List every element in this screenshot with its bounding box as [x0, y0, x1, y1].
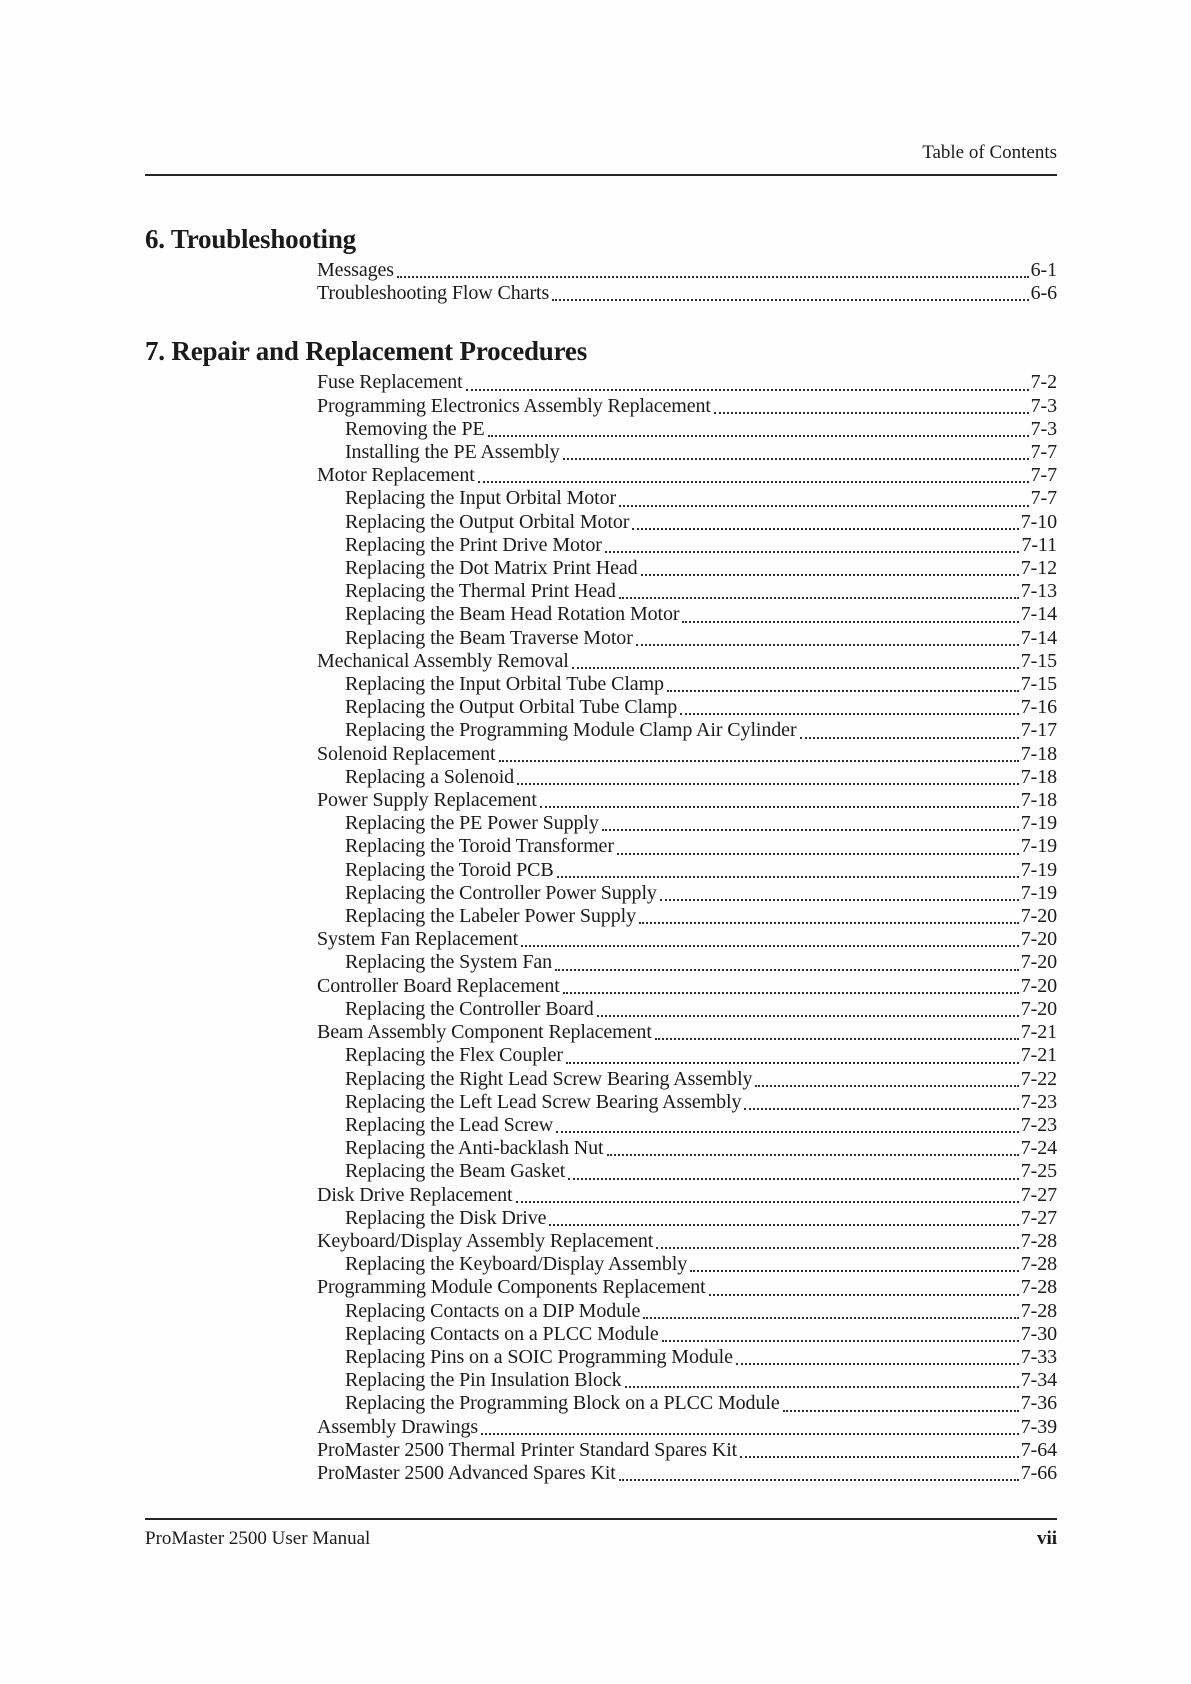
toc-entry-label: Keyboard/Display Assembly Replacement: [317, 1229, 654, 1252]
toc-entry-page: 7-14: [1020, 626, 1057, 649]
page-content: [145, 142, 1057, 1485]
toc-dot-leader: [682, 603, 1018, 622]
toc-dot-leader: [397, 259, 1029, 278]
toc-entry: [345, 1044, 1057, 1067]
toc-entry: [345, 1160, 1057, 1183]
toc-entry: [345, 1114, 1057, 1137]
toc-entry-label: Controller Board Replacement: [317, 974, 560, 997]
toc-dot-leader: [563, 975, 1019, 994]
toc-dot-leader: [617, 835, 1019, 854]
toc-entry-label: Replacing the Dot Matrix Print Head: [345, 557, 638, 580]
toc-entry: [317, 650, 1057, 673]
toc-dot-leader: [481, 1416, 1019, 1435]
toc-dot-leader: [667, 673, 1019, 692]
toc-entry: [345, 603, 1057, 626]
toc-entry-label: Replacing the Programming Module Clamp Air Cylinder: [345, 719, 797, 742]
toc-entry-label: Troubleshooting Flow Charts: [317, 282, 550, 305]
toc-entry-label: Replacing the Pin Insulation Block: [345, 1369, 622, 1392]
toc-entry: [345, 835, 1057, 858]
toc-entry-page: 7-16: [1020, 696, 1057, 719]
toc-entry: [345, 627, 1057, 650]
toc-dot-leader: [662, 1323, 1019, 1342]
toc-dot-leader: [680, 696, 1019, 715]
toc-entry-page: 7-34: [1020, 1369, 1057, 1392]
toc-entry-page: 7-27: [1020, 1206, 1057, 1229]
toc-entry: [345, 719, 1057, 742]
toc-entry: [345, 859, 1057, 882]
toc-entry-label: Replacing the Print Drive Motor: [345, 533, 602, 556]
toc-dot-leader: [556, 1114, 1019, 1133]
toc-entry-page: 7-28: [1020, 1299, 1057, 1322]
toc-entry-page: 7-30: [1020, 1322, 1057, 1345]
toc-entry-label: Power Supply Replacement: [317, 789, 537, 812]
section-entries: [145, 371, 1057, 1485]
toc-dot-leader: [656, 1230, 1019, 1249]
toc-entry-label: Replacing Contacts on a DIP Module: [345, 1299, 641, 1322]
toc-dot-leader: [632, 511, 1018, 530]
toc-entry-page: 7-18: [1020, 789, 1057, 812]
toc-entry: [345, 1392, 1057, 1415]
toc-entry-label: Replacing the Input Orbital Tube Clamp: [345, 673, 664, 696]
toc-dot-leader: [488, 418, 1029, 437]
toc-entry-page: 7-39: [1020, 1415, 1057, 1438]
toc-entry: [345, 1300, 1057, 1323]
toc-dot-leader: [549, 1207, 1018, 1226]
toc-entry: [345, 673, 1057, 696]
toc-entry-label: Fuse Replacement: [317, 371, 463, 394]
toc-entry: [345, 766, 1057, 789]
toc-section: [145, 335, 1057, 1485]
toc-section: [145, 223, 1057, 305]
toc-entry-label: ProMaster 2500 Advanced Spares Kit: [317, 1461, 616, 1484]
toc-dot-leader: [499, 743, 1019, 762]
toc-entry-label: Replacing the Output Orbital Tube Clamp: [345, 696, 678, 719]
toc-entry: [345, 534, 1057, 557]
toc-entry: [317, 975, 1057, 998]
toc-entry-label: Replacing the Flex Coupler: [345, 1044, 563, 1067]
toc-sections: [145, 223, 1057, 1485]
toc-entry-label: ProMaster 2500 Thermal Printer Standard Spares Kit: [317, 1438, 738, 1461]
toc-entry: [345, 418, 1057, 441]
toc-entry: [317, 743, 1057, 766]
toc-entry-page: 7-24: [1020, 1137, 1057, 1160]
toc-entry: [317, 1230, 1057, 1253]
toc-entry: [317, 1276, 1057, 1299]
toc-dot-leader: [636, 627, 1019, 646]
toc-entry-label: Replacing the Controller Board: [345, 997, 594, 1020]
toc-entry-label: Motor Replacement: [317, 464, 475, 487]
toc-entry: [345, 998, 1057, 1021]
page-footer: [145, 1518, 1057, 1550]
toc-entry-page: 7-11: [1021, 533, 1057, 556]
toc-dot-leader: [736, 1346, 1019, 1365]
toc-dot-leader: [690, 1253, 1019, 1272]
toc-dot-leader: [619, 487, 1029, 506]
toc-dot-leader: [619, 1462, 1019, 1481]
toc-entry-label: Replacing the Keyboard/Display Assembly: [345, 1253, 688, 1276]
toc-entry-label: Assembly Drawings: [317, 1415, 479, 1438]
toc-entry-page: 7-66: [1020, 1461, 1057, 1484]
toc-entry-label: Beam Assembly Component Replacement: [317, 1021, 652, 1044]
toc-dot-leader: [563, 441, 1029, 460]
toc-dot-leader: [607, 1137, 1019, 1156]
toc-entry-page: 7-10: [1020, 510, 1057, 533]
toc-entry: [345, 1369, 1057, 1392]
toc-dot-leader: [597, 998, 1019, 1017]
toc-entry: [345, 905, 1057, 928]
toc-dot-leader: [755, 1068, 1018, 1087]
toc-entry-label: Mechanical Assembly Removal: [317, 649, 569, 672]
toc-entry-label: Replacing the Beam Head Rotation Motor: [345, 603, 680, 626]
toc-dot-leader: [568, 1160, 1019, 1179]
toc-entry-label: Replacing the Programming Block on a PLCC Module: [345, 1392, 780, 1415]
toc-entry: [345, 511, 1057, 534]
toc-dot-leader: [714, 395, 1029, 414]
toc-entry-label: Disk Drive Replacement: [317, 1183, 513, 1206]
toc-entry-label: Solenoid Replacement: [317, 742, 496, 765]
toc-dot-leader: [566, 1044, 1019, 1063]
footer-page-number: vii: [1036, 1528, 1057, 1549]
toc-entry-page: 7-23: [1020, 1113, 1057, 1136]
toc-entry-page: 7-28: [1020, 1229, 1057, 1252]
toc-entry: [317, 1184, 1057, 1207]
toc-entry-label: Replacing the Output Orbital Motor: [345, 510, 630, 533]
toc-entry-page: 7-17: [1020, 719, 1057, 742]
toc-dot-leader: [625, 1369, 1019, 1388]
toc-entry-page: 7-21: [1020, 1021, 1057, 1044]
toc-entry-label: Replacing Pins on a SOIC Programming Module: [345, 1345, 733, 1368]
toc-entry-label: Replacing Contacts on a PLCC Module: [345, 1322, 659, 1345]
toc-dot-leader: [660, 882, 1019, 901]
toc-entry-label: Installing the PE Assembly: [345, 441, 560, 464]
toc-entry: [317, 928, 1057, 951]
toc-entry: [317, 1021, 1057, 1044]
toc-entry: [345, 882, 1057, 905]
toc-entry-page: 7-12: [1020, 557, 1057, 580]
toc-entry: [317, 371, 1057, 394]
toc-entry: [345, 441, 1057, 464]
toc-entry-label: Replacing the Toroid PCB: [345, 858, 554, 881]
footer-manual-title: ProMaster 2500 User Manual: [145, 1528, 371, 1549]
toc-entry-label: Replacing the Labeler Power Supply: [345, 905, 636, 928]
toc-dot-leader: [605, 534, 1020, 553]
toc-entry-page: 7-33: [1020, 1345, 1057, 1368]
toc-entry-page: 7-19: [1020, 812, 1057, 835]
toc-entry-page: 6-6: [1030, 282, 1057, 305]
section-entries: [145, 259, 1057, 305]
toc-dot-leader: [783, 1392, 1019, 1411]
toc-entry: [345, 812, 1057, 835]
toc-dot-leader: [639, 905, 1019, 924]
toc-entry-page: 7-2: [1030, 371, 1057, 394]
toc-entry: [345, 1253, 1057, 1276]
toc-entry-label: Replacing the Anti-backlash Nut: [345, 1137, 604, 1160]
toc-dot-leader: [709, 1276, 1019, 1295]
toc-entry-page: 7-20: [1020, 951, 1057, 974]
toc-entry: [345, 1323, 1057, 1346]
toc-dot-leader: [572, 650, 1019, 669]
toc-dot-leader: [466, 371, 1029, 390]
toc-entry-page: 7-22: [1020, 1067, 1057, 1090]
toc-entry-page: 7-25: [1020, 1160, 1057, 1183]
toc-entry-page: 7-36: [1020, 1392, 1057, 1415]
toc-entry-page: 7-18: [1020, 765, 1057, 788]
toc-entry-page: 7-15: [1020, 649, 1057, 672]
toc-entry-page: 7-20: [1020, 997, 1057, 1020]
toc-entry-page: 7-28: [1020, 1276, 1057, 1299]
toc-entry-page: 7-14: [1020, 603, 1057, 626]
toc-entry-label: Replacing the Input Orbital Motor: [345, 487, 617, 510]
toc-entry-page: 7-3: [1030, 417, 1057, 440]
toc-entry-page: 7-20: [1020, 905, 1057, 928]
toc-entry-page: 7-18: [1020, 742, 1057, 765]
toc-entry-label: Replacing the Toroid Transformer: [345, 835, 614, 858]
toc-entry-page: 7-20: [1020, 928, 1057, 951]
toc-entry: [345, 1346, 1057, 1369]
toc-entry-label: Replacing the Beam Traverse Motor: [345, 626, 633, 649]
toc-entry: [317, 282, 1057, 305]
toc-dot-leader: [655, 1021, 1019, 1040]
toc-dot-leader: [521, 928, 1019, 947]
toc-entry-label: Programming Module Components Replacement: [317, 1276, 706, 1299]
toc-entry-label: Replacing the Lead Screw: [345, 1113, 554, 1136]
header-rule: [145, 174, 1057, 176]
toc-entry-page: 7-15: [1020, 673, 1057, 696]
toc-entry-label: Replacing the PE Power Supply: [345, 812, 599, 835]
toc-entry: [317, 1439, 1057, 1462]
section-title: 7. Repair and Replacement Procedures: [145, 336, 588, 367]
toc-entry-page: 7-7: [1030, 441, 1057, 464]
toc-entry: [345, 580, 1057, 603]
toc-entry-label: Replacing a Solenoid: [345, 765, 515, 788]
toc-entry-page: 7-21: [1020, 1044, 1057, 1067]
toc-dot-leader: [619, 580, 1019, 599]
toc-entry-page: 7-28: [1020, 1253, 1057, 1276]
toc-entry: [345, 1137, 1057, 1160]
toc-entry-label: Replacing the Right Lead Screw Bearing Assembly: [345, 1067, 753, 1090]
toc-dot-leader: [540, 789, 1019, 808]
toc-entry-page: 7-19: [1020, 858, 1057, 881]
toc-entry: [317, 395, 1057, 418]
toc-dot-leader: [800, 719, 1019, 738]
toc-entry-label: Programming Electronics Assembly Replacement: [317, 394, 711, 417]
toc-entry: [345, 696, 1057, 719]
toc-dot-leader: [643, 1300, 1018, 1319]
toc-entry-page: 6-1: [1030, 259, 1057, 281]
toc-dot-leader: [555, 951, 1019, 970]
toc-entry-page: 7-20: [1020, 974, 1057, 997]
toc-entry: [317, 1416, 1057, 1439]
toc-entry: [317, 1462, 1057, 1485]
toc-entry-page: 7-7: [1030, 487, 1057, 510]
toc-dot-leader: [602, 812, 1019, 831]
toc-entry-label: Replacing the Beam Gasket: [345, 1160, 566, 1183]
toc-entry-label: Replacing the Disk Drive: [345, 1206, 547, 1229]
toc-dot-leader: [478, 464, 1029, 483]
toc-entry: [345, 557, 1057, 580]
toc-entry: [317, 789, 1057, 812]
toc-entry-page: 7-19: [1020, 881, 1057, 904]
toc-entry-label: Removing the PE: [345, 417, 485, 440]
toc-dot-leader: [641, 557, 1019, 576]
toc-entry-label: Replacing the Left Lead Screw Bearing Assembly: [345, 1090, 742, 1113]
toc-dot-leader: [744, 1091, 1018, 1110]
toc-dot-leader: [517, 766, 1019, 785]
toc-entry: [345, 487, 1057, 510]
toc-entry: [345, 951, 1057, 974]
toc-entry-label: Messages: [317, 259, 394, 281]
toc-entry-page: 7-64: [1020, 1438, 1057, 1461]
toc-entry: [345, 1068, 1057, 1091]
toc-entry: [317, 464, 1057, 487]
toc-entry-page: 7-23: [1020, 1090, 1057, 1113]
toc-entry-page: 7-19: [1020, 835, 1057, 858]
section-title: 6. Troubleshooting: [145, 224, 356, 254]
toc-dot-leader: [740, 1439, 1019, 1458]
toc-entry-label: Replacing the System Fan: [345, 951, 553, 974]
running-header: Table of Contents: [922, 142, 1057, 163]
toc-dot-leader: [552, 282, 1028, 301]
toc-entry: [317, 259, 1057, 282]
toc-entry: [345, 1091, 1057, 1114]
toc-entry-label: Replacing the Controller Power Supply: [345, 881, 657, 904]
toc-entry-page: 7-13: [1020, 580, 1057, 603]
toc-entry-label: System Fan Replacement: [317, 928, 519, 951]
toc-entry: [345, 1207, 1057, 1230]
toc-entry-page: 7-7: [1030, 464, 1057, 487]
toc-entry-page: 7-27: [1020, 1183, 1057, 1206]
toc-dot-leader: [516, 1184, 1019, 1203]
toc-entry-label: Replacing the Thermal Print Head: [345, 580, 616, 603]
toc-entry-page: 7-3: [1030, 394, 1057, 417]
toc-dot-leader: [557, 859, 1019, 878]
